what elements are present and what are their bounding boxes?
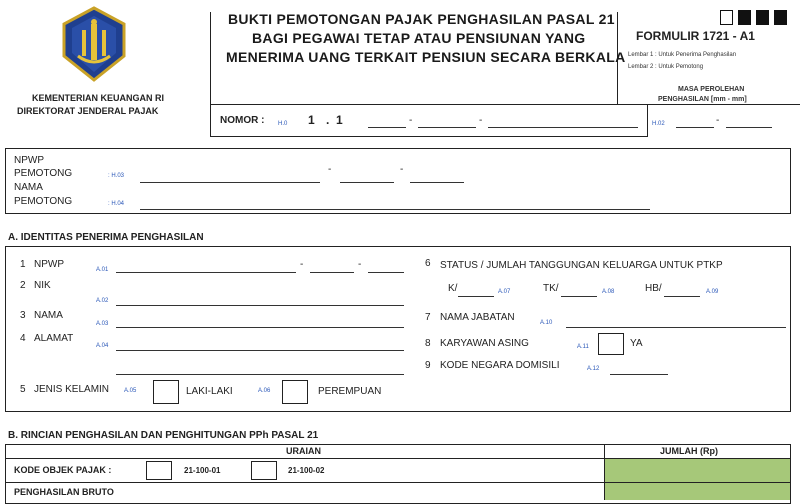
- jumlah-cell-2[interactable]: [605, 483, 790, 500]
- a-status-hb-code: A.09: [706, 289, 719, 295]
- section-a-title: A. IDENTITAS PENERIMA PENGHASILAN: [8, 232, 204, 243]
- a-status-k-code: A.07: [498, 289, 511, 295]
- nama-pemotong-field[interactable]: [140, 209, 650, 210]
- a-npwp-field-1[interactable]: [116, 272, 296, 273]
- npwp-pemotong-field-1[interactable]: [140, 182, 320, 183]
- nama-pemotong-label-1: NAMA: [14, 182, 43, 193]
- nomor-dot: .: [326, 113, 330, 127]
- kode1-label: 21-100-01: [184, 466, 221, 475]
- form-title-line2: BAGI PEGAWAI TETAP ATAU PENSIUNAN YANG: [252, 30, 586, 46]
- masa-label-1: MASA PEROLEHAN: [678, 86, 745, 93]
- a-nik-code: A.02: [96, 298, 109, 304]
- a-laki-label: LAKI-LAKI: [186, 386, 233, 397]
- a-alamat-num: 4: [20, 333, 26, 344]
- a-asing-ya: YA: [630, 338, 643, 349]
- masa-code: H.02: [652, 121, 665, 127]
- a-npwp-code: A.01: [96, 267, 109, 273]
- a-asing-checkbox[interactable]: [598, 333, 624, 355]
- a-npwp-field-3[interactable]: [368, 272, 404, 273]
- a-nik-label: NIK: [34, 280, 51, 291]
- a-laki-code: A.05: [124, 388, 137, 394]
- lembar-2: Lembar 2 : Untuk Pemotong: [628, 64, 704, 70]
- nomor-value-1: 1: [308, 113, 315, 127]
- a-negara-code: A.12: [587, 366, 600, 372]
- nomor-code: H.0: [278, 121, 288, 127]
- a-status-k-field[interactable]: [458, 296, 494, 297]
- a-nik-field[interactable]: [116, 305, 404, 306]
- masa-start-field[interactable]: [676, 127, 714, 128]
- col-uraian: URAIAN: [286, 446, 321, 456]
- marker-square-1: [720, 10, 733, 25]
- marker-square-3: [756, 10, 769, 25]
- a-perempuan-label: PEREMPUAN: [318, 386, 382, 397]
- a-alamat-field-2[interactable]: [116, 374, 404, 375]
- a-status-hb-label: HB/: [645, 283, 662, 294]
- agency-line2: DIREKTORAT JENDERAL PAJAK: [17, 106, 159, 116]
- nomor-field-1[interactable]: [368, 127, 406, 128]
- nomor-field-3[interactable]: [488, 127, 638, 128]
- nomor-dash-2: -: [479, 115, 483, 126]
- npwp-pemotong-field-3[interactable]: [410, 182, 464, 183]
- marker-square-4: [774, 10, 787, 25]
- npwp-pemotong-dash-2: -: [400, 164, 404, 175]
- a-status-tk-label: TK/: [543, 283, 559, 294]
- a-jabatan-num: 7: [425, 312, 431, 323]
- a-asing-num: 8: [425, 338, 431, 349]
- a-npwp-dash-2: -: [358, 259, 362, 270]
- bruto-label: PENGHASILAN BRUTO: [14, 487, 114, 497]
- masa-label-2: PENGHASILAN [mm - mm]: [658, 96, 747, 103]
- a-alamat-label: ALAMAT: [34, 333, 74, 344]
- npwp-pemotong-code: : H.03: [108, 173, 125, 179]
- a-negara-label: KODE NEGARA DOMISILI: [440, 360, 560, 371]
- a-jabatan-field[interactable]: [566, 327, 786, 328]
- a-jenis-num: 5: [20, 384, 26, 395]
- kode2-label: 21-100-02: [288, 466, 325, 475]
- a-npwp-label: NPWP: [34, 259, 64, 270]
- a-nama-code: A.03: [96, 321, 109, 327]
- a-perempuan-code: A.06: [258, 388, 271, 394]
- npwp-pemotong-dash-1: -: [328, 164, 332, 175]
- nomor-label: NOMOR :: [220, 115, 265, 126]
- a-status-tk-field[interactable]: [561, 296, 597, 297]
- npwp-pemotong-field-2[interactable]: [340, 182, 394, 183]
- a-nama-label: NAMA: [34, 310, 63, 321]
- section-b-title: B. RINCIAN PENGHASILAN DAN PENGHITUNGAN PPh PASAL 21: [8, 430, 319, 441]
- a-status-hb-field[interactable]: [664, 296, 700, 297]
- a-status-tk-code: A.08: [602, 289, 615, 295]
- a-asing-code: A.11: [577, 344, 589, 350]
- a-jenis-label: JENIS KELAMIN: [34, 384, 110, 395]
- marker-square-2: [738, 10, 751, 25]
- form-title-line3: MENERIMA UANG TERKAIT PENSIUN SECARA BERKALA: [226, 49, 626, 65]
- a-negara-num: 9: [425, 360, 431, 371]
- djp-logo: [58, 6, 130, 84]
- masa-dash: -: [716, 115, 720, 126]
- a-laki-checkbox[interactable]: [153, 380, 179, 404]
- a-nik-num: 2: [20, 280, 26, 291]
- agency-line1: KEMENTERIAN KEUANGAN RI: [32, 93, 165, 103]
- lembar-1: Lembar 1 : Untuk Penerima Penghasilan: [628, 52, 737, 58]
- col-jumlah: JUMLAH (Rp): [660, 446, 718, 456]
- kode-objek-label: KODE OBJEK PAJAK :: [14, 465, 112, 475]
- a-alamat-field-1[interactable]: [116, 350, 404, 351]
- a-npwp-num: 1: [20, 259, 26, 270]
- a-status-k-label: K/: [448, 283, 458, 294]
- a-npwp-dash-1: -: [300, 259, 304, 270]
- nama-pemotong-label-2: PEMOTONG: [14, 196, 73, 207]
- kode1-checkbox[interactable]: [146, 461, 172, 480]
- npwp-pemotong-label-1: NPWP: [14, 155, 44, 166]
- a-perempuan-checkbox[interactable]: [282, 380, 308, 404]
- npwp-pemotong-label-2: PEMOTONG: [14, 168, 73, 179]
- a-status-label: STATUS / JUMLAH TANGGUNGAN KELUARGA UNTUK PTKP: [440, 260, 723, 271]
- a-jabatan-label: NAMA JABATAN: [440, 312, 515, 323]
- nama-pemotong-code: : H.04: [108, 201, 125, 207]
- a-status-num: 6: [425, 258, 431, 269]
- a-nama-num: 3: [20, 310, 26, 321]
- nomor-dash-1: -: [409, 115, 413, 126]
- a-alamat-code: A.04: [96, 343, 109, 349]
- nomor-value-2: 1: [336, 113, 343, 127]
- a-negara-field[interactable]: [610, 374, 668, 375]
- a-nama-field[interactable]: [116, 327, 404, 328]
- nomor-field-2[interactable]: [418, 127, 476, 128]
- a-jabatan-code: A.10: [540, 320, 553, 326]
- a-npwp-field-2[interactable]: [310, 272, 354, 273]
- form-title-line1: BUKTI PEMOTONGAN PAJAK PENGHASILAN PASAL 21: [228, 11, 615, 27]
- a-asing-label: KARYAWAN ASING: [440, 338, 529, 349]
- form-name: FORMULIR 1721 - A1: [636, 29, 755, 43]
- jumlah-cell-1[interactable]: [605, 459, 790, 482]
- masa-end-field[interactable]: [726, 127, 772, 128]
- kode2-checkbox[interactable]: [251, 461, 277, 480]
